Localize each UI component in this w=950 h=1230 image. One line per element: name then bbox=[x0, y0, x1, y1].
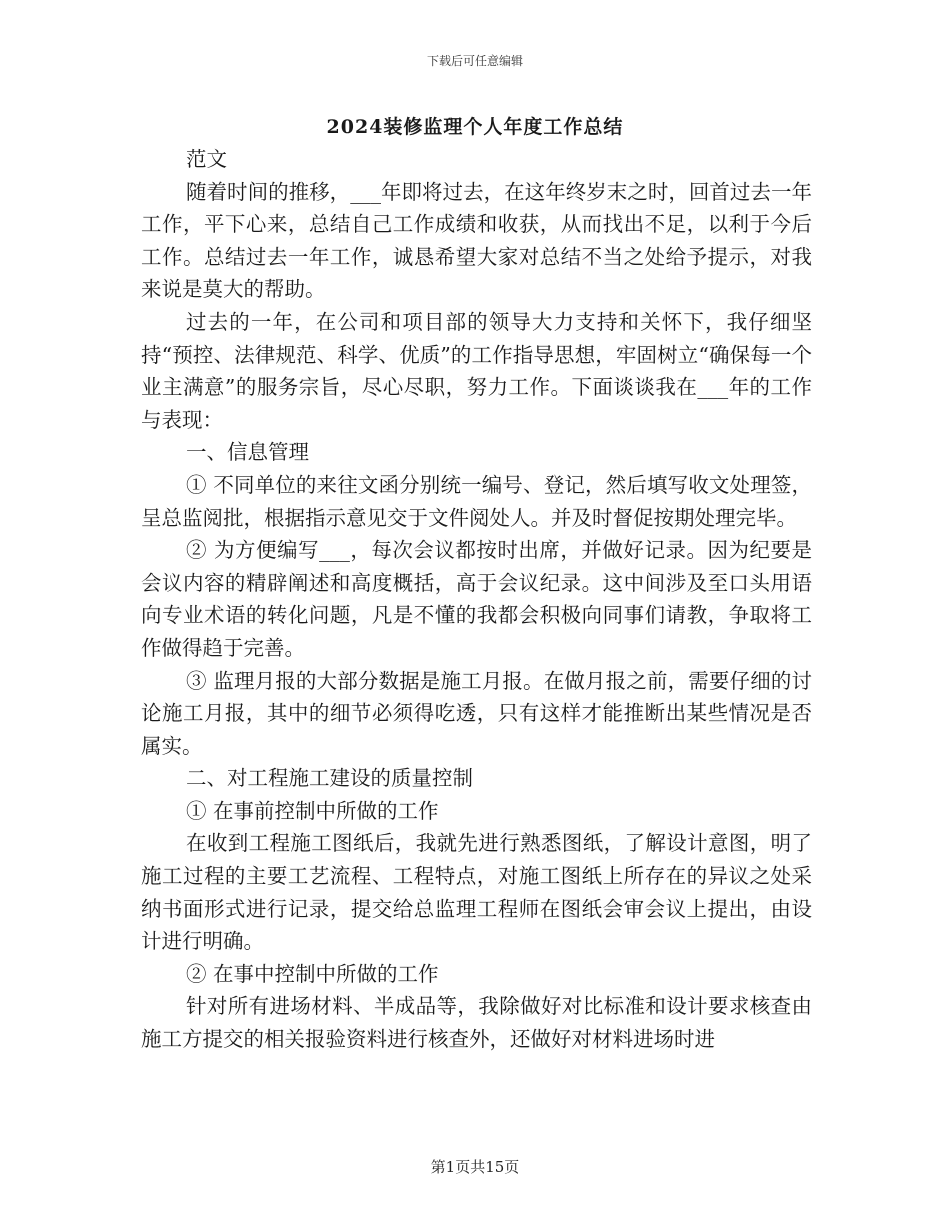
document-title: 2024装修监理个人年度工作总结 bbox=[326, 116, 624, 138]
list-item-1: ① 不同单位的来往文函分别统一编号、登记，然后填写收文处理签，呈总监阅批，根据指示意见交于文件阅处人。并及时督促按期处理完毕。 bbox=[141, 472, 812, 530]
page-number: 第1页共15页 bbox=[430, 1158, 520, 1176]
list-item-2: ② 为方便编写___，每次会议都按时出席，并做好记录。因为纪要是会议内容的精辟阐述和高度概括，高于会议纪录。这中间涉及至口头用语向专业术语的转化问题，凡是不懂的我都会积极向同事们请教，争取将工作做得趋于完善。 bbox=[141, 538, 812, 660]
document-body bbox=[141, 143, 812, 1056]
paragraph-intro: 随着时间的推移，___年即将过去，在这年终岁末之时，回首过去一年工作，平下心来，总结自己工作成绩和收获，从而找出不足，以利于今后工作。总结过去一年工作，诚恳希望大家对总结不当之处给予提示，对我来说是莫大的帮助。 bbox=[141, 179, 812, 302]
paragraph-sample-label: 范文 bbox=[186, 147, 227, 171]
section-heading-quality-control: 二、对工程施工建设的质量控制 bbox=[186, 766, 473, 791]
subheading-pre-control: ① 在事前控制中所做的工作 bbox=[186, 798, 439, 823]
section-heading-info-management: 一、信息管理 bbox=[186, 440, 309, 465]
page-header-note: 下载后可任意编辑 bbox=[426, 54, 523, 68]
paragraph-in-process-control: 针对所有进场材料、半成品等，我除做好对比标准和设计要求核查由施工方提交的相关报验资料进行核查外，还做好对材料进场时进 bbox=[141, 994, 812, 1052]
paragraph-overview: 过去的一年，在公司和项目部的领导大力支持和关怀下，我仔细坚持“预控、法律规范、科学、优质”的工作指导思想，牢固树立“确保每一个业主满意”的服务宗旨，尽心尽职，努力工作。下面谈谈我在___年的工作与表现： bbox=[141, 309, 812, 432]
list-item-3: ③ 监理月报的大部分数据是施工月报。在做月报之前，需要仔细的讨论施工月报，其中的细节必须得吃透，只有这样才能推断出某些情况是否属实。 bbox=[141, 668, 812, 758]
paragraph-pre-control: 在收到工程施工图纸后，我就先进行熟悉图纸，了解设计意图，明了施工过程的主要工艺流程、工程特点，对施工图纸上所存在的异议之处采纳书面形式进行记录，提交给总监理工程师在图纸会审会议上提出，由设计进行明确。 bbox=[141, 831, 812, 954]
subheading-in-process-control: ② 在事中控制中所做的工作 bbox=[186, 961, 439, 986]
